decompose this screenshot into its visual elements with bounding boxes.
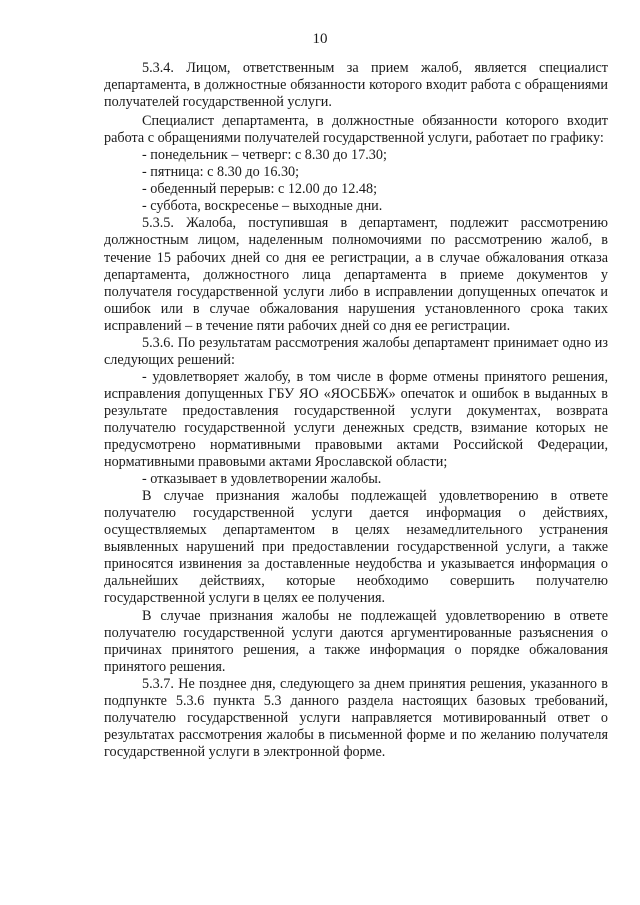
decision-item-refuse: - отказывает в удовлетворении жалобы.	[142, 471, 382, 488]
schedule-item-lunch: - обеденный перерыв: с 12.00 до 12.48;	[142, 181, 378, 198]
decision-item-satisfy: - удовлетворяет жалобу, в том числе в форме отмены принятого решения, исправления допущенных ГБУ ЯО «ЯОСББЖ» опечаток и ошибок в выданных в результате предоставления государственной услуги документах, возврата получателю государственной услуги денежных средств, взимание которых не предусмотрено нормативными правовыми актами Российской Федерации, нормативными правовыми актами Ярославской области;	[104, 368, 608, 471]
paragraph-5-3-7: 5.3.7. Не позднее дня, следующего за днем принятия решения, указанного в подпункте 5.3.6 пункта 5.3 данного раздела настоящих базовых требований, получателю государственной услуги направляется мотивированный ответ о результатах рассмотрения жалобы в письменной форме и по желанию получателя государственной услуги в электронной форме.	[104, 675, 608, 760]
paragraph-5-3-5: 5.3.5. Жалоба, поступившая в департамент, подлежит рассмотрению должностным лицом, наделенным полномочиями по рассмотрению жалоб, в течение 15 рабочих дней со дня ее регистрации, а в случае обжалования отказа департамента, должностного лица департамента в приеме документов у получателя государственной услуги либо в исправлении допущенных опечаток и ошибок или в случае обжалования нарушения установленного срока таких исправлений – в течение пяти рабочих дней со дня ее регистрации.	[104, 215, 608, 334]
paragraph-refused-case: В случае признания жалобы не подлежащей удовлетворению в ответе получателю государственной услуги даются аргументированные разъяснения о причинах принятого решения, а также информация о порядке обжалования принятого решения.	[104, 607, 608, 675]
paragraph-schedule-intro: Специалист департамента, в должностные обязанности которого входит работа с обращениями получателей государственной услуги, работает по графику:	[104, 113, 608, 147]
schedule-item-mon-thu: - понедельник – четверг: с 8.30 до 17.30;	[142, 147, 387, 164]
paragraph-satisfied-case: В случае признания жалобы подлежащей удовлетворению в ответе получателю государственной услуги дается информация о действиях, осуществляемых департаментом в целях незамедлительного устранения выявленных нарушений при предоставлении государственной услуги, а также приносятся извинения за доставленные неудобства и указывается информация о дальнейших действиях, которые необходимо совершить получателю государственной услуги в целях ее получения.	[104, 488, 608, 607]
paragraph-5-3-6: 5.3.6. По результатам рассмотрения жалобы департамент принимает одно из следующих решений:	[104, 334, 608, 368]
page-number: 10	[312, 31, 328, 47]
paragraph-5-3-4: 5.3.4. Лицом, ответственным за прием жалоб, является специалист департамента, в должностные обязанности которого входит работа с обращениями получателей государственной услуги.	[104, 60, 608, 111]
document-body	[104, 60, 608, 761]
schedule-item-fri: - пятница: с 8.30 до 16.30;	[142, 164, 300, 181]
schedule-item-weekend: - суббота, воскресенье – выходные дни.	[142, 198, 383, 215]
